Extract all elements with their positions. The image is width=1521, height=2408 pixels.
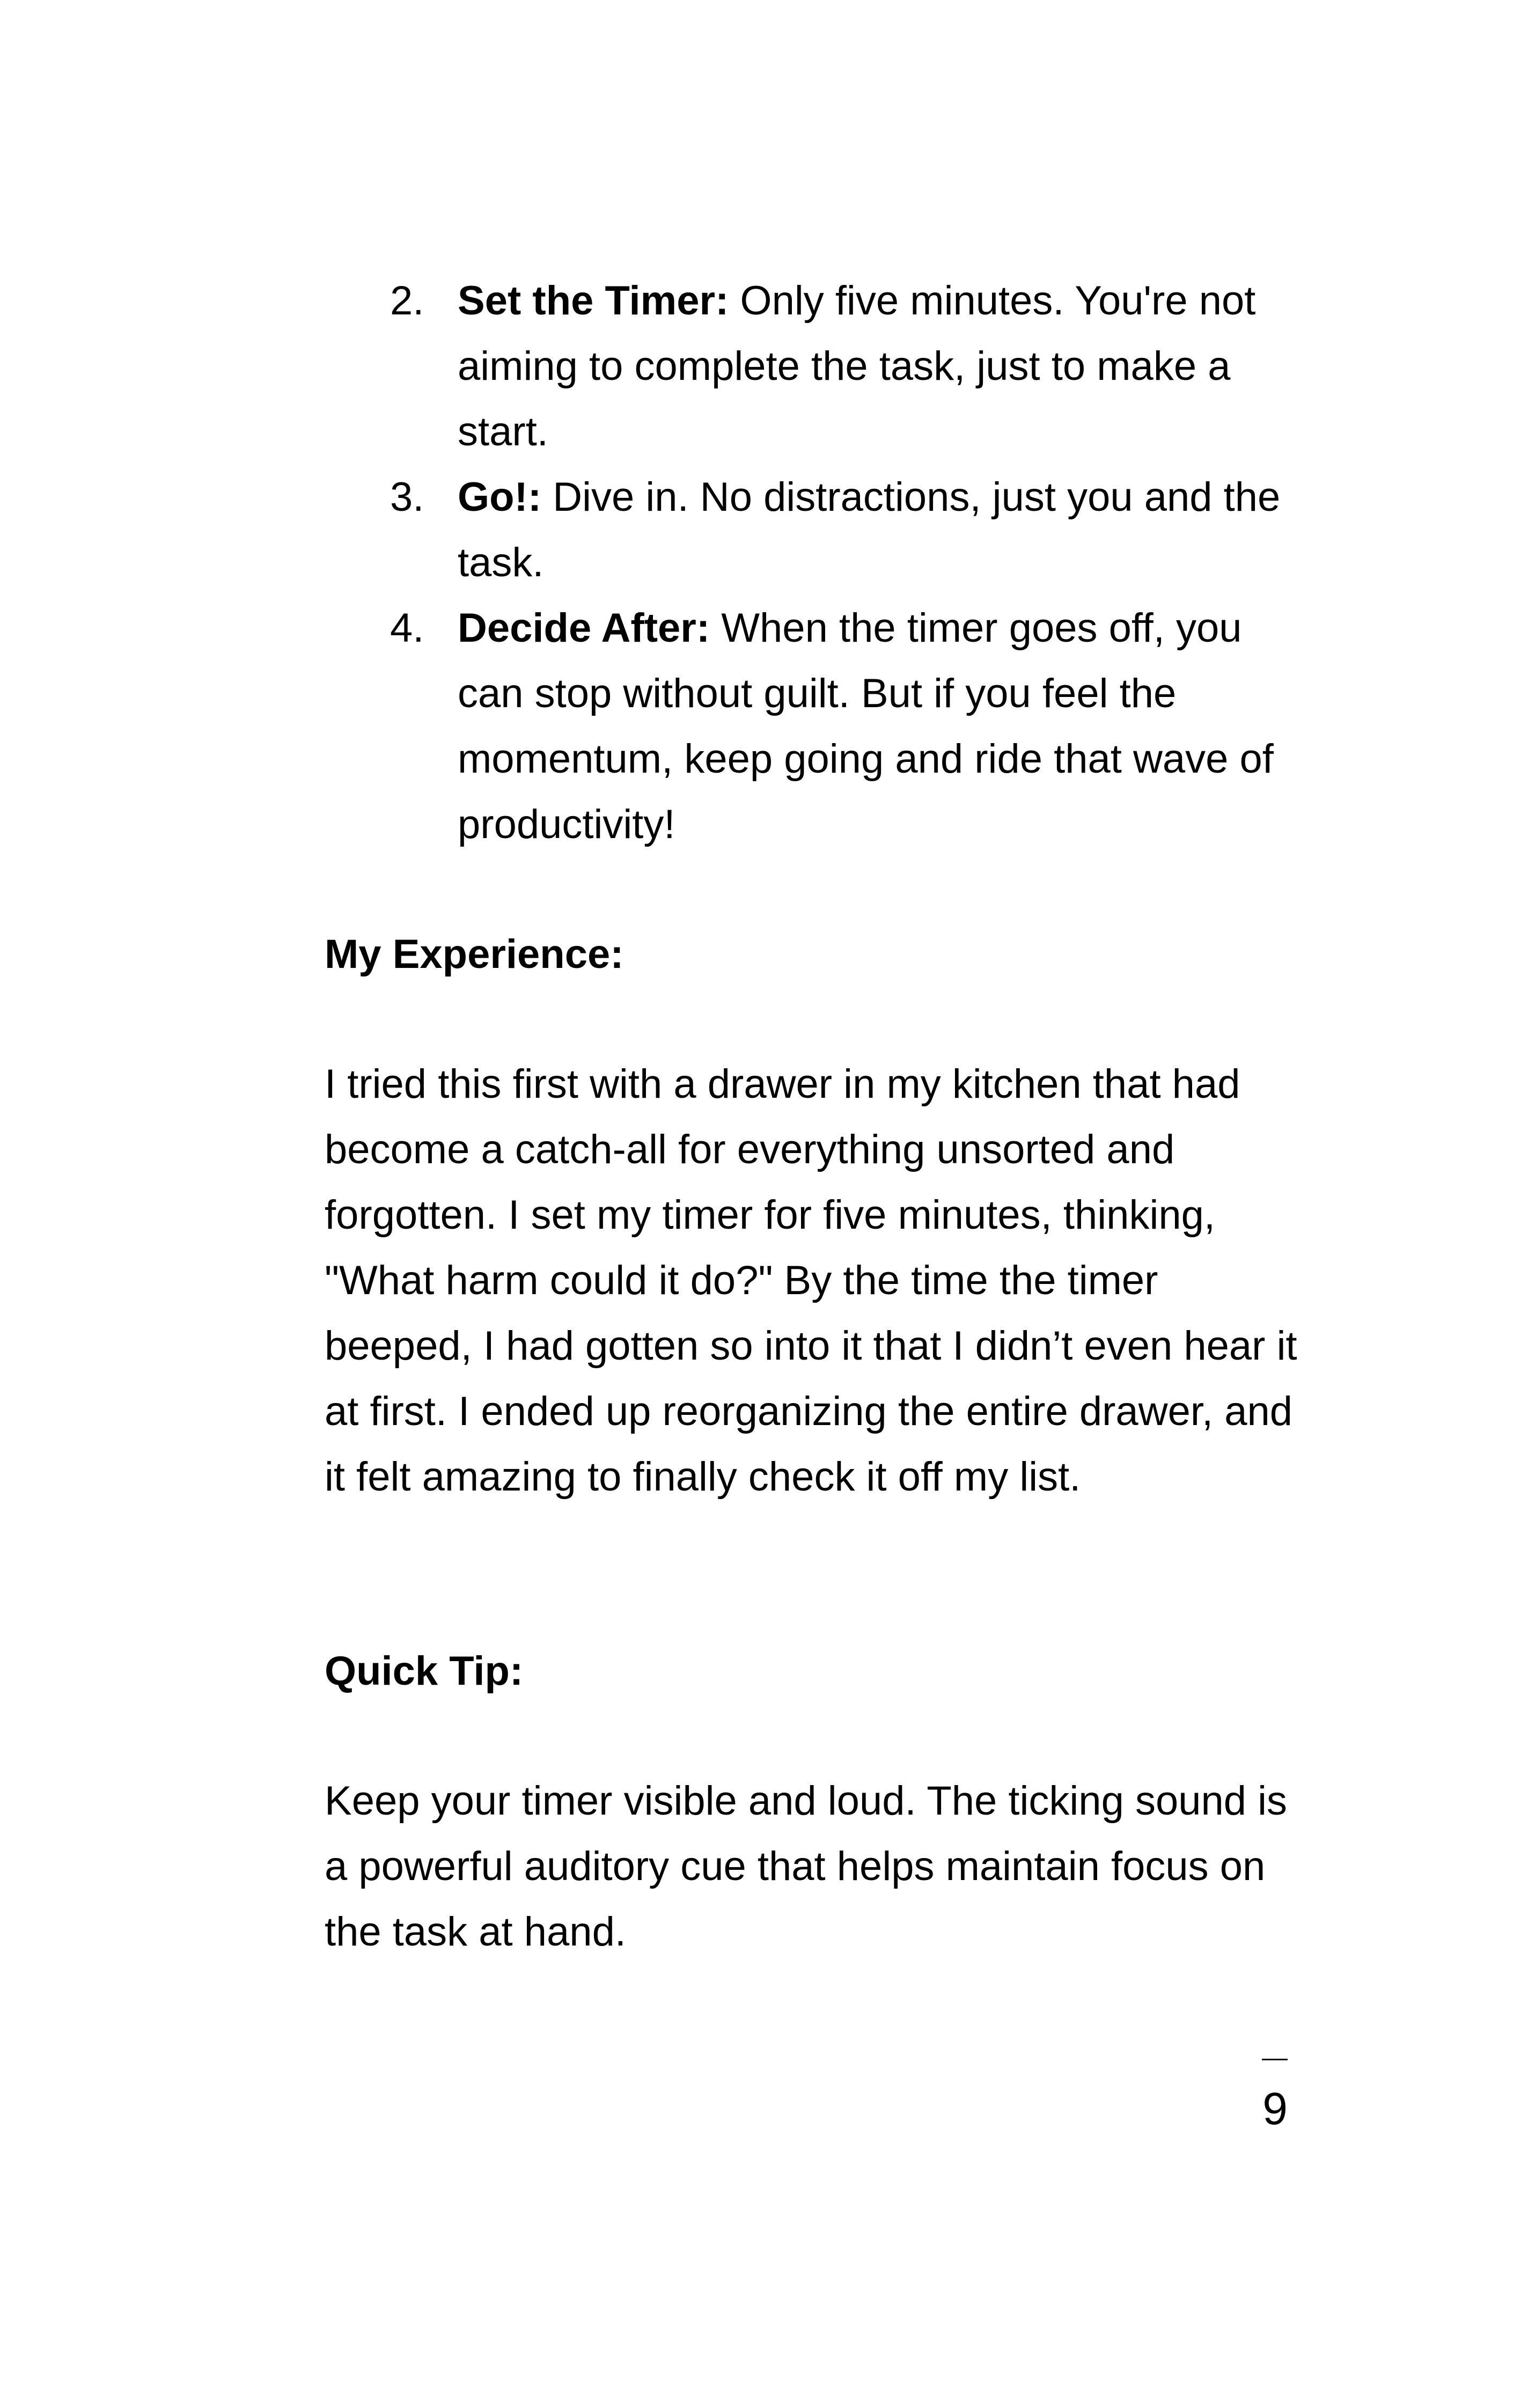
step-text: Dive in. No distractions, just you and the task. xyxy=(458,474,1281,585)
page-number-rule xyxy=(1262,2059,1288,2060)
step-number: 2. xyxy=(390,278,424,324)
experience-heading: My Experience: xyxy=(325,931,624,977)
step-label: Go!: xyxy=(458,474,542,520)
step-item xyxy=(325,268,1312,465)
step-number: 4. xyxy=(390,605,424,651)
step-text: When the timer goes off, you can stop without guilt. But if you feel the momentum, keep going and ride that wave of productivity! xyxy=(458,605,1274,847)
step-label: Decide After: xyxy=(458,605,710,651)
experience-paragraph: I tried this first with a drawer in my kitchen that had become a catch-all for everything unsorted and forgotten. I set my timer for five minutes, thinking, "What harm could it do?" By the time the timer beeped, I had gotten so into it that I didn’t even hear it at first. I ended up reorganizing the entire drawer, and it felt amazing to finally check it off my list. xyxy=(325,1061,1297,1500)
steps-list xyxy=(325,268,1312,857)
quick-tip-heading: Quick Tip: xyxy=(325,1648,524,1694)
page-content xyxy=(325,268,1312,1965)
step-label: Set the Timer: xyxy=(458,278,729,324)
step-item xyxy=(325,596,1312,857)
quick-tip-paragraph: Keep your timer visible and loud. The ticking sound is a powerful auditory cue that helps maintain focus on the task at hand. xyxy=(325,1778,1288,1955)
step-text: Only five minutes. You're not aiming to complete the task, just to make a start. xyxy=(458,278,1256,454)
step-number: 3. xyxy=(390,474,424,520)
page-number: 9 xyxy=(1262,2083,1288,2134)
step-item xyxy=(325,465,1312,596)
